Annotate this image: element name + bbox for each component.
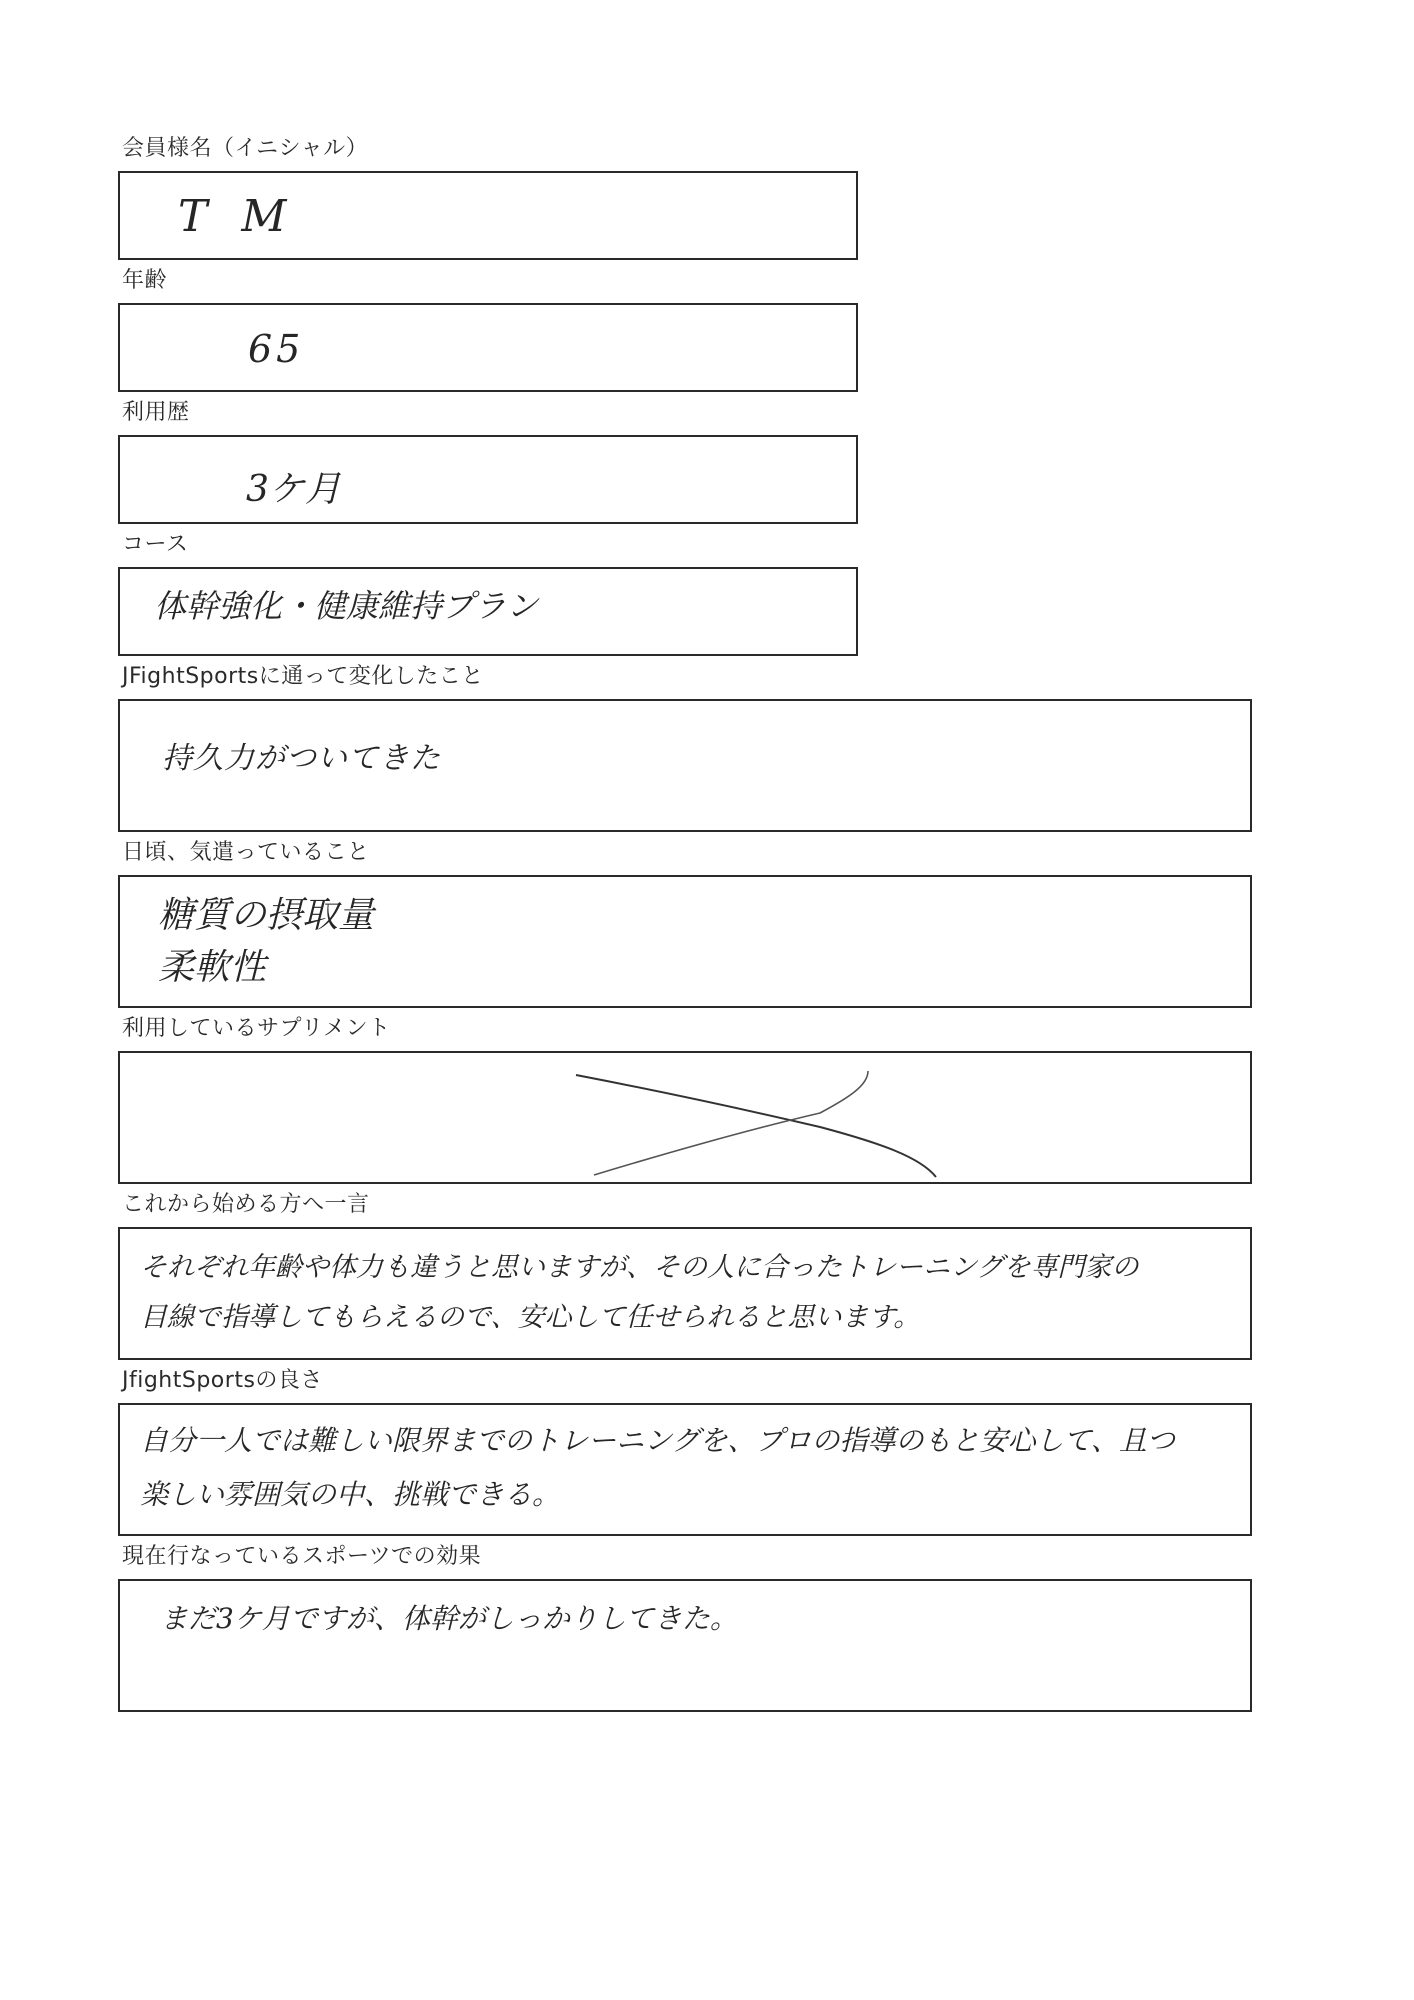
box-course — [118, 567, 858, 656]
value-age: 65 — [248, 327, 305, 371]
box-message — [118, 1227, 1252, 1360]
box-supplement — [118, 1051, 1252, 1184]
value-goodness-line-2: 楽しい雰囲気の中、挑戦できる。 — [140, 1478, 561, 1511]
box-history — [118, 435, 858, 524]
label-change: JFightSportsに通って変化したこと — [122, 664, 484, 689]
label-initials: 会員様名（イニシャル） — [122, 136, 369, 161]
strike-through-mark — [120, 1053, 1250, 1182]
label-message: これから始める方へ一言 — [122, 1192, 370, 1217]
label-care: 日頃、気遣っていること — [122, 840, 370, 865]
label-supplement: 利用しているサプリメント — [122, 1016, 391, 1041]
box-change — [118, 699, 1252, 832]
box-age — [118, 303, 858, 392]
box-effect — [118, 1579, 1252, 1712]
label-history: 利用歴 — [122, 400, 190, 425]
value-message-line-1: それぞれ年齢や体力も違うと思いますが、その人に合ったトレーニングを専門家の — [140, 1252, 1139, 1283]
box-goodness — [118, 1403, 1252, 1536]
value-effect: まだ3ケ月ですが、体幹がしっかりしてきた。 — [160, 1602, 738, 1635]
value-change: 持久力がついてきた — [162, 741, 441, 776]
box-care — [118, 875, 1252, 1008]
label-goodness: JfightSportsの良さ — [122, 1368, 323, 1393]
value-course: 体幹強化・健康維持プラン — [154, 587, 539, 625]
value-care-line-1: 糖質の摂取量 — [158, 895, 375, 936]
value-history: 3ケ月 — [246, 469, 341, 510]
value-message-line-2: 目線で指導してもらえるので、安心して任せられると思います。 — [140, 1302, 921, 1333]
value-care-line-2: 柔軟性 — [158, 947, 267, 988]
box-initials — [118, 171, 858, 260]
value-goodness-line-1: 自分一人では難しい限界までのトレーニングを、プロの指導のもと安心して、且つ — [140, 1424, 1175, 1457]
label-age: 年齢 — [122, 268, 168, 293]
label-effect: 現在行なっているスポーツでの効果 — [122, 1544, 482, 1569]
value-initials: T M — [178, 191, 297, 242]
label-course: コース — [122, 532, 189, 557]
